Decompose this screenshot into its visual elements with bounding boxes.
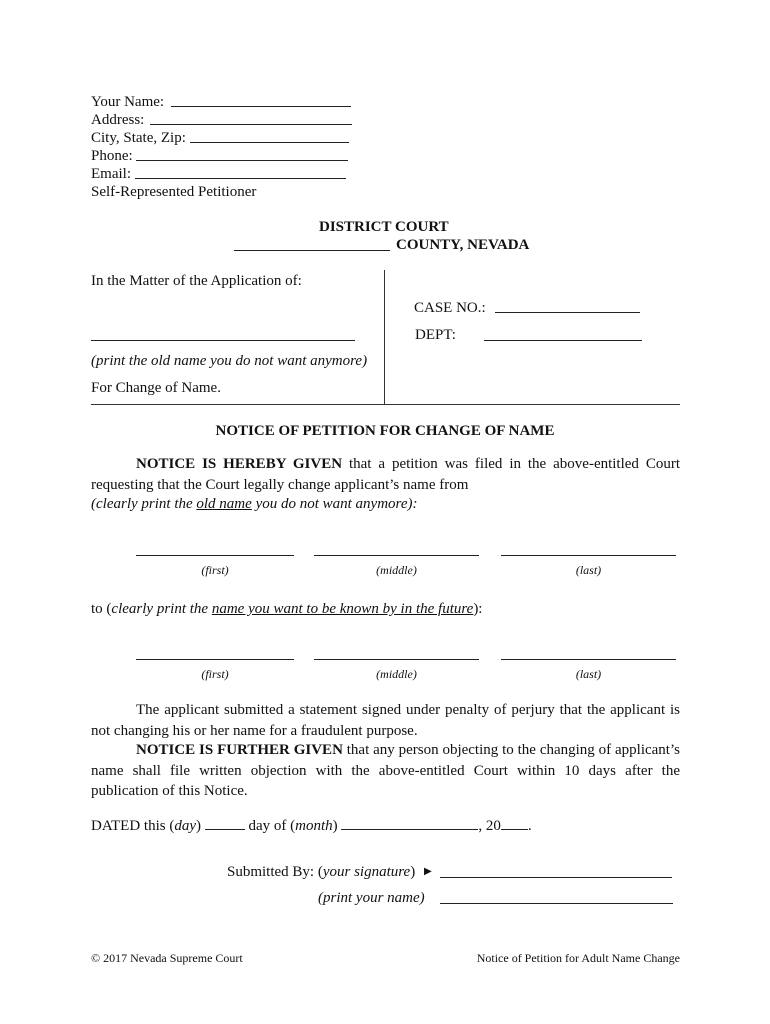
day-field[interactable] — [205, 817, 245, 830]
print-name-field[interactable] — [440, 903, 673, 904]
address-label: Address: — [91, 112, 145, 128]
city-state-zip-label: City, State, Zip: — [91, 130, 186, 146]
city-state-zip-field[interactable] — [190, 142, 349, 143]
new-first-name-field[interactable] — [136, 659, 294, 660]
notice-text: that a petition was filed in the above-entitled Court requesting that the Court legally change applicant’s name from — [91, 456, 681, 493]
old-name-field[interactable] — [91, 340, 355, 341]
new-first-label: (first) — [201, 667, 229, 681]
county-state: COUNTY, NEVADA — [396, 237, 530, 253]
perjury-statement: The applicant submitted a statement signed under penalty of perjury that the applicant is not changing his or her name for a fraudulent purpose. — [91, 702, 680, 739]
notice-lead: NOTICE IS HEREBY GIVEN — [136, 456, 343, 472]
old-middle-label: (middle) — [376, 563, 417, 577]
petitioner-role: Self-Represented Petitioner — [91, 184, 257, 200]
new-last-name-field[interactable] — [501, 659, 676, 660]
county-field[interactable] — [234, 250, 390, 251]
for-change-text: For Change of Name. — [91, 380, 221, 396]
old-name-instruction: (clearly print the old name you do not want anymore): — [91, 496, 418, 512]
new-middle-label: (middle) — [376, 667, 417, 681]
your-name-field[interactable] — [171, 106, 351, 107]
new-name-instruction: to (clearly print the name you want to be known by in the future): — [91, 601, 483, 617]
court-name: DISTRICT COURT — [319, 219, 449, 235]
footer-form-title: Notice of Petition for Adult Name Change — [476, 951, 680, 965]
footer-copyright: © 2017 Nevada Supreme Court — [91, 951, 243, 965]
objection-paragraph: NOTICE IS FURTHER GIVEN that any person objecting to the changing of applicant’s name shall file written objection with the above-entitled Court within 10 days after the publication of this Notice. — [91, 742, 680, 799]
email-field[interactable] — [135, 178, 346, 179]
address-field[interactable] — [150, 124, 352, 125]
your-name-label: Your Name: — [91, 94, 165, 110]
case-no-field[interactable] — [495, 312, 640, 313]
old-middle-name-field[interactable] — [314, 555, 479, 556]
caption-divider — [384, 270, 385, 404]
phone-label: Phone: — [91, 148, 133, 164]
further-notice-lead: NOTICE IS FURTHER GIVEN — [136, 742, 343, 758]
notice-paragraph — [91, 454, 680, 495]
submitted-by-label: Submitted By: (your signature) — [227, 864, 416, 880]
caption-bottom-rule — [91, 404, 680, 405]
arrow-right-icon: ▶ — [424, 866, 432, 877]
print-name-label: (print your name) — [318, 890, 425, 906]
case-no-label: CASE NO.: — [414, 300, 486, 316]
new-last-label: (last) — [575, 667, 602, 681]
dated-line: DATED this (day) day of (month) , 20 . — [91, 818, 532, 834]
old-first-label: (first) — [201, 563, 229, 577]
old-first-name-field[interactable] — [136, 555, 294, 556]
email-label: Email: — [91, 166, 131, 182]
phone-field[interactable] — [136, 160, 348, 161]
new-middle-name-field[interactable] — [314, 659, 479, 660]
old-name-hint: (print the old name you do not want anymore) — [91, 353, 368, 369]
dept-label: DEPT: — [415, 327, 456, 343]
old-last-label: (last) — [575, 563, 602, 577]
dept-field[interactable] — [484, 340, 642, 341]
old-last-name-field[interactable] — [501, 555, 676, 556]
signature-field[interactable] — [440, 877, 672, 878]
document-title: NOTICE OF PETITION FOR CHANGE OF NAME — [215, 423, 555, 439]
matter-text: In the Matter of the Application of: — [91, 273, 302, 289]
year-field[interactable] — [501, 817, 528, 830]
month-field[interactable] — [341, 817, 478, 830]
